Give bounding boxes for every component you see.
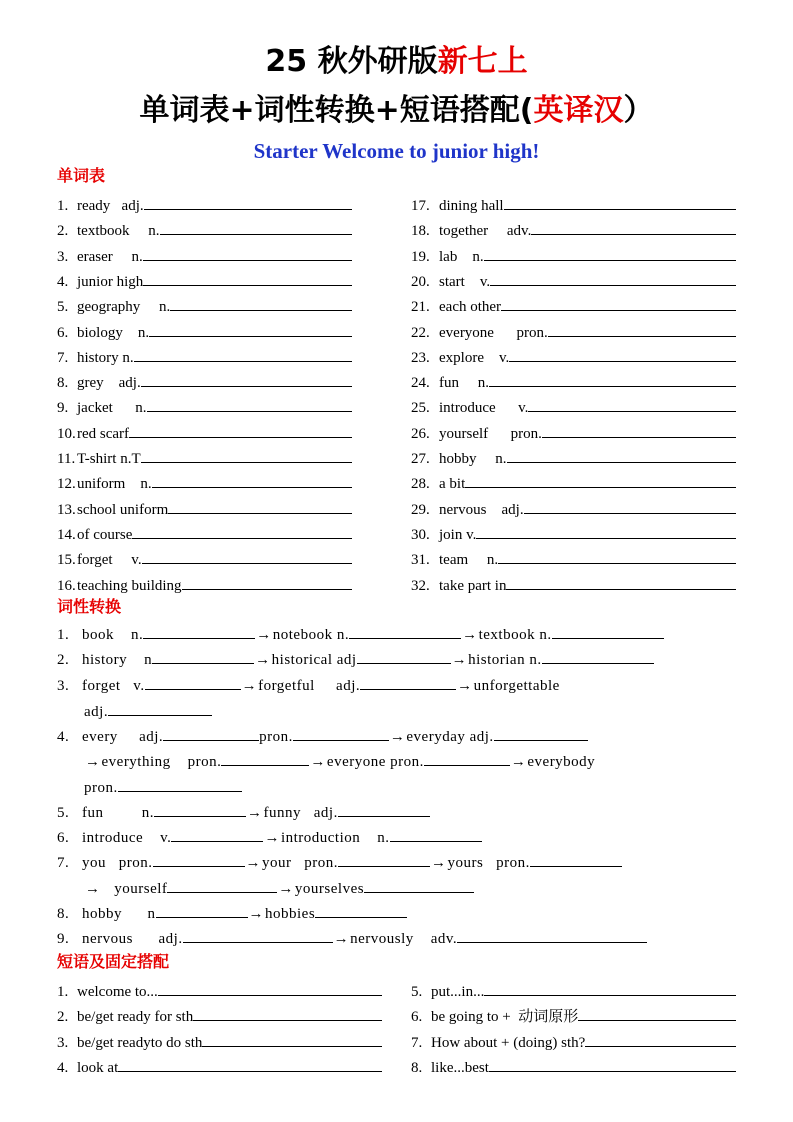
arrow-icon: → xyxy=(255,652,271,668)
arrow-icon: → xyxy=(310,754,326,770)
item-number: 18. xyxy=(411,223,430,240)
vocab-item xyxy=(57,575,352,596)
answer-blank[interactable] xyxy=(182,575,352,590)
wordform-row-1: 1. book n. →notebook n. →textbook n. xyxy=(57,624,664,645)
vocab-item xyxy=(57,423,352,444)
item-number: 23. xyxy=(411,349,430,366)
answer-blank[interactable] xyxy=(484,981,736,996)
answer-blank[interactable] xyxy=(530,852,622,867)
item-term: fun n. xyxy=(439,375,489,392)
item-term: lab n. xyxy=(439,248,484,265)
title-black: 25 秋外研版 xyxy=(265,44,438,79)
item-number: 19. xyxy=(411,248,430,265)
answer-blank[interactable] xyxy=(108,701,212,716)
answer-blank[interactable] xyxy=(163,726,259,741)
item-term: together adv. xyxy=(439,223,532,240)
answer-blank[interactable] xyxy=(167,878,277,893)
item-term: welcome to... xyxy=(77,984,158,1000)
item-term: like...best xyxy=(431,1059,489,1076)
page-title-line2 xyxy=(0,90,793,132)
answer-blank[interactable] xyxy=(542,423,736,438)
answer-blank[interactable] xyxy=(158,981,382,996)
answer-blank[interactable] xyxy=(364,878,474,893)
item-term: biology n. xyxy=(77,324,150,341)
vocab-item xyxy=(57,397,352,418)
answer-blank[interactable] xyxy=(585,1032,736,1047)
vocab-item xyxy=(57,372,352,393)
item-number: 26. xyxy=(411,425,430,442)
item-term: take part in xyxy=(439,577,507,594)
answer-blank[interactable] xyxy=(465,473,736,488)
answer-blank[interactable] xyxy=(149,322,352,337)
item-number: 8. xyxy=(411,1059,423,1076)
item-number: 5. xyxy=(411,984,423,1000)
vocab-item xyxy=(411,448,736,469)
wordform-row-7-cont: → yourself →yourselves xyxy=(84,878,474,899)
answer-blank[interactable] xyxy=(152,473,352,488)
item-number: 3. xyxy=(57,1034,69,1051)
phrase-item xyxy=(411,981,736,1002)
answer-blank[interactable] xyxy=(484,246,736,261)
arrow-icon: → xyxy=(256,627,272,643)
item-number: 22. xyxy=(411,324,430,341)
item-term: look at xyxy=(77,1059,119,1076)
item-number: 17. xyxy=(411,198,430,214)
vocab-item xyxy=(57,347,352,368)
vocab-item xyxy=(57,296,352,317)
item-term: ready adj. xyxy=(77,198,144,214)
vocab-item xyxy=(411,423,736,444)
vocab-item xyxy=(411,195,736,216)
vocab-item xyxy=(57,448,352,469)
item-number: 4. xyxy=(57,1059,69,1076)
section-heading-wordform: 词性转换 xyxy=(57,597,122,616)
answer-blank[interactable] xyxy=(578,1006,736,1021)
item-number: 25. xyxy=(411,400,430,417)
answer-blank[interactable] xyxy=(552,624,664,639)
item-number: 12. xyxy=(57,476,76,493)
phrase-item xyxy=(411,1057,736,1078)
arrow-icon: → xyxy=(247,805,263,821)
item-number: 15. xyxy=(57,552,76,569)
unit-subtitle: Starter Welcome to junior high! xyxy=(253,139,540,163)
answer-blank[interactable] xyxy=(542,649,654,664)
wordform-row-4: 4. every adj. pron. →everyday adj. xyxy=(57,726,588,747)
arrow-icon: → xyxy=(431,855,447,871)
title2-black-a: 单词表+词性转换+短语搭配( xyxy=(139,93,534,128)
wordform-row-3-cont: adj. xyxy=(84,701,212,722)
title2-red: 英译汉 xyxy=(533,93,624,128)
answer-blank[interactable] xyxy=(315,903,407,918)
item-number: 6. xyxy=(57,324,69,341)
title2-black-b: ） xyxy=(623,93,654,128)
vocab-item xyxy=(57,322,352,343)
vocab-item xyxy=(57,473,352,494)
vocab-item xyxy=(411,271,736,292)
vocab-item xyxy=(411,220,736,241)
answer-blank[interactable] xyxy=(118,1057,382,1072)
wordform-row-5: 5. fun n. →funny adj. xyxy=(57,802,430,823)
answer-blank[interactable] xyxy=(531,220,736,235)
item-term: be/get ready for sth xyxy=(77,1009,194,1026)
arrow-icon: → xyxy=(248,906,264,922)
vocab-item xyxy=(57,220,352,241)
phrase-item xyxy=(411,1032,736,1053)
answer-blank[interactable] xyxy=(490,271,736,286)
item-number: 30. xyxy=(411,526,430,543)
answer-blank[interactable] xyxy=(548,322,736,337)
item-term: uniform n. xyxy=(77,476,152,493)
item-number: 5. xyxy=(57,299,69,316)
wordform-row-9: 9. nervous adj. →nervously adv. xyxy=(57,928,647,949)
answer-blank[interactable] xyxy=(160,220,352,235)
vocab-item xyxy=(411,524,736,545)
item-number: 9. xyxy=(57,400,69,417)
page-title xyxy=(0,42,793,82)
answer-blank[interactable] xyxy=(168,499,352,514)
answer-blank[interactable] xyxy=(156,903,248,918)
wordform-row-4-cont: →everything pron. →everyone pron. →everybody xyxy=(84,751,595,772)
vocab-item xyxy=(57,499,352,520)
item-number: 31. xyxy=(411,552,430,569)
phrase-item xyxy=(57,1032,382,1053)
answer-blank[interactable] xyxy=(504,195,736,210)
wordform-row-6: 6. introduce v. →introduction n. xyxy=(57,827,482,848)
arrow-icon: → xyxy=(462,627,478,643)
arrow-icon: → xyxy=(451,652,468,668)
item-term: nervous adj. xyxy=(439,501,524,518)
title-red: 新七上 xyxy=(437,44,528,79)
item-term: school uniform xyxy=(77,501,169,518)
answer-blank[interactable] xyxy=(501,296,736,311)
item-term: dining hall xyxy=(439,198,504,214)
wordform-row-2: 2. history n →historical adj →historian n. xyxy=(57,649,654,670)
answer-blank[interactable] xyxy=(143,624,255,639)
item-term: red scarf xyxy=(77,425,130,442)
item-number: 3. xyxy=(57,248,69,265)
item-term: each other xyxy=(439,299,502,316)
item-term: hobby n. xyxy=(439,451,507,467)
item-term: forget v. xyxy=(77,552,142,569)
arrow-icon: → xyxy=(278,881,294,897)
item-number: 29. xyxy=(411,501,430,518)
item-number: 20. xyxy=(411,273,430,290)
item-number: 7. xyxy=(57,349,69,366)
item-number: 14. xyxy=(57,526,76,543)
item-term: eraser n. xyxy=(77,248,143,265)
item-term: put...in... xyxy=(431,984,485,1000)
item-term: teaching building xyxy=(77,577,182,594)
item-term: geography n. xyxy=(77,299,171,316)
item-term: a bit xyxy=(439,476,466,493)
wordform-row-7: 7. you pron. →your pron. →yours pron. xyxy=(57,852,622,873)
arrow-icon: → xyxy=(85,881,101,897)
answer-blank[interactable] xyxy=(489,372,736,387)
answer-blank[interactable] xyxy=(171,827,263,842)
item-number: 8. xyxy=(57,375,69,392)
wordform-row-3: 3. forget v. →forgetful adj. →unforgettable xyxy=(57,675,560,696)
arrow-icon: → xyxy=(85,754,101,770)
answer-blank[interactable] xyxy=(132,524,352,539)
item-term: team n. xyxy=(439,552,499,569)
vocab-item xyxy=(57,549,352,570)
vocab-item xyxy=(411,575,736,596)
answer-blank[interactable] xyxy=(193,1006,382,1021)
vocab-item xyxy=(411,372,736,393)
answer-blank[interactable] xyxy=(147,397,352,412)
answer-blank[interactable] xyxy=(457,928,647,943)
vocab-item xyxy=(411,397,736,418)
answer-blank[interactable] xyxy=(183,928,333,943)
answer-blank[interactable] xyxy=(360,675,456,690)
item-number: 1. xyxy=(57,198,69,214)
arrow-icon: → xyxy=(389,729,406,745)
answer-blank[interactable] xyxy=(524,499,736,514)
answer-blank[interactable] xyxy=(489,1057,736,1072)
answer-blank[interactable] xyxy=(134,347,352,362)
item-term: How about + (doing) sth? xyxy=(431,1034,586,1051)
phrase-item xyxy=(57,1006,382,1027)
item-term: history n. xyxy=(77,349,134,366)
vocab-item xyxy=(411,296,736,317)
section-heading-phrases: 短语及固定搭配 xyxy=(57,952,170,971)
phrase-item xyxy=(411,1006,736,1027)
answer-blank[interactable] xyxy=(390,827,482,842)
item-term: junior high xyxy=(77,273,144,290)
answer-blank[interactable] xyxy=(509,347,736,362)
phrase-item xyxy=(57,1057,382,1078)
vocab-item xyxy=(411,499,736,520)
vocab-item xyxy=(411,347,736,368)
section-heading-vocab: 单词表 xyxy=(57,166,106,185)
answer-blank[interactable] xyxy=(349,624,461,639)
answer-blank[interactable] xyxy=(129,423,352,438)
item-number: 13. xyxy=(57,501,76,518)
answer-blank[interactable] xyxy=(142,549,352,564)
vocab-item xyxy=(411,246,736,267)
answer-blank[interactable] xyxy=(152,649,254,664)
answer-blank[interactable] xyxy=(153,852,245,867)
arrow-icon: → xyxy=(245,855,261,871)
answer-blank[interactable] xyxy=(221,751,309,766)
item-number: 21. xyxy=(411,299,430,316)
wordform-row-4-cont2: pron. xyxy=(84,777,242,798)
answer-blank[interactable] xyxy=(154,802,246,817)
answer-blank[interactable] xyxy=(118,777,242,792)
vocab-item xyxy=(411,473,736,494)
arrow-icon: → xyxy=(241,678,258,694)
arrow-icon: → xyxy=(457,678,473,694)
answer-blank[interactable] xyxy=(293,726,389,741)
item-number: 16. xyxy=(57,577,76,594)
vocab-item xyxy=(57,246,352,267)
item-number: 6. xyxy=(411,1009,423,1026)
arrow-icon: → xyxy=(333,931,350,947)
answer-blank[interactable] xyxy=(506,575,736,590)
item-term: be going to + 动词原形 xyxy=(431,1009,579,1026)
item-number: 1. xyxy=(57,984,69,1000)
answer-blank[interactable] xyxy=(144,195,352,210)
item-term: of course xyxy=(77,526,133,543)
answer-blank[interactable] xyxy=(143,246,352,261)
answer-blank[interactable] xyxy=(202,1032,382,1047)
answer-blank[interactable] xyxy=(141,448,352,463)
item-term: start v. xyxy=(439,273,491,290)
vocab-item xyxy=(57,271,352,292)
item-number: 11. xyxy=(57,451,76,467)
answer-blank[interactable] xyxy=(141,372,352,387)
item-term: join v. xyxy=(439,526,477,543)
item-term: introduce v. xyxy=(439,400,529,417)
item-term: grey adj. xyxy=(77,375,141,392)
item-number: 24. xyxy=(411,375,430,392)
answer-blank[interactable] xyxy=(424,751,510,766)
answer-blank[interactable] xyxy=(170,296,352,311)
item-term: textbook n. xyxy=(77,223,160,240)
answer-blank[interactable] xyxy=(338,802,430,817)
answer-blank[interactable] xyxy=(476,524,736,539)
answer-blank[interactable] xyxy=(143,271,352,286)
answer-blank[interactable] xyxy=(357,649,451,664)
item-number: 27. xyxy=(411,451,430,467)
item-term: be/get readyto do sth xyxy=(77,1034,203,1051)
arrow-icon: → xyxy=(510,754,527,770)
item-term: jacket n. xyxy=(77,400,147,417)
vocab-item xyxy=(411,549,736,570)
item-number: 2. xyxy=(57,223,69,240)
answer-blank[interactable] xyxy=(145,675,241,690)
wordform-row-8: 8. hobby n →hobbies xyxy=(57,903,407,924)
item-number: 4. xyxy=(57,273,69,290)
answer-blank[interactable] xyxy=(338,852,430,867)
vocab-item xyxy=(57,195,352,216)
item-number: 32. xyxy=(411,577,430,594)
answer-blank[interactable] xyxy=(494,726,588,741)
arrow-icon: → xyxy=(264,830,280,846)
answer-blank[interactable] xyxy=(507,448,736,463)
item-number: 2. xyxy=(57,1009,69,1026)
answer-blank[interactable] xyxy=(498,549,736,564)
item-number: 10. xyxy=(57,425,76,442)
item-term: yourself pron. xyxy=(439,425,542,442)
item-number: 7. xyxy=(411,1034,423,1051)
item-term: explore v. xyxy=(439,349,510,366)
vocab-item xyxy=(411,322,736,343)
answer-blank[interactable] xyxy=(528,397,736,412)
vocab-item xyxy=(57,524,352,545)
item-term: T-shirt n.T xyxy=(77,451,141,467)
phrase-item xyxy=(57,981,382,1002)
item-number: 28. xyxy=(411,476,430,493)
item-term: everyone pron. xyxy=(439,324,548,341)
